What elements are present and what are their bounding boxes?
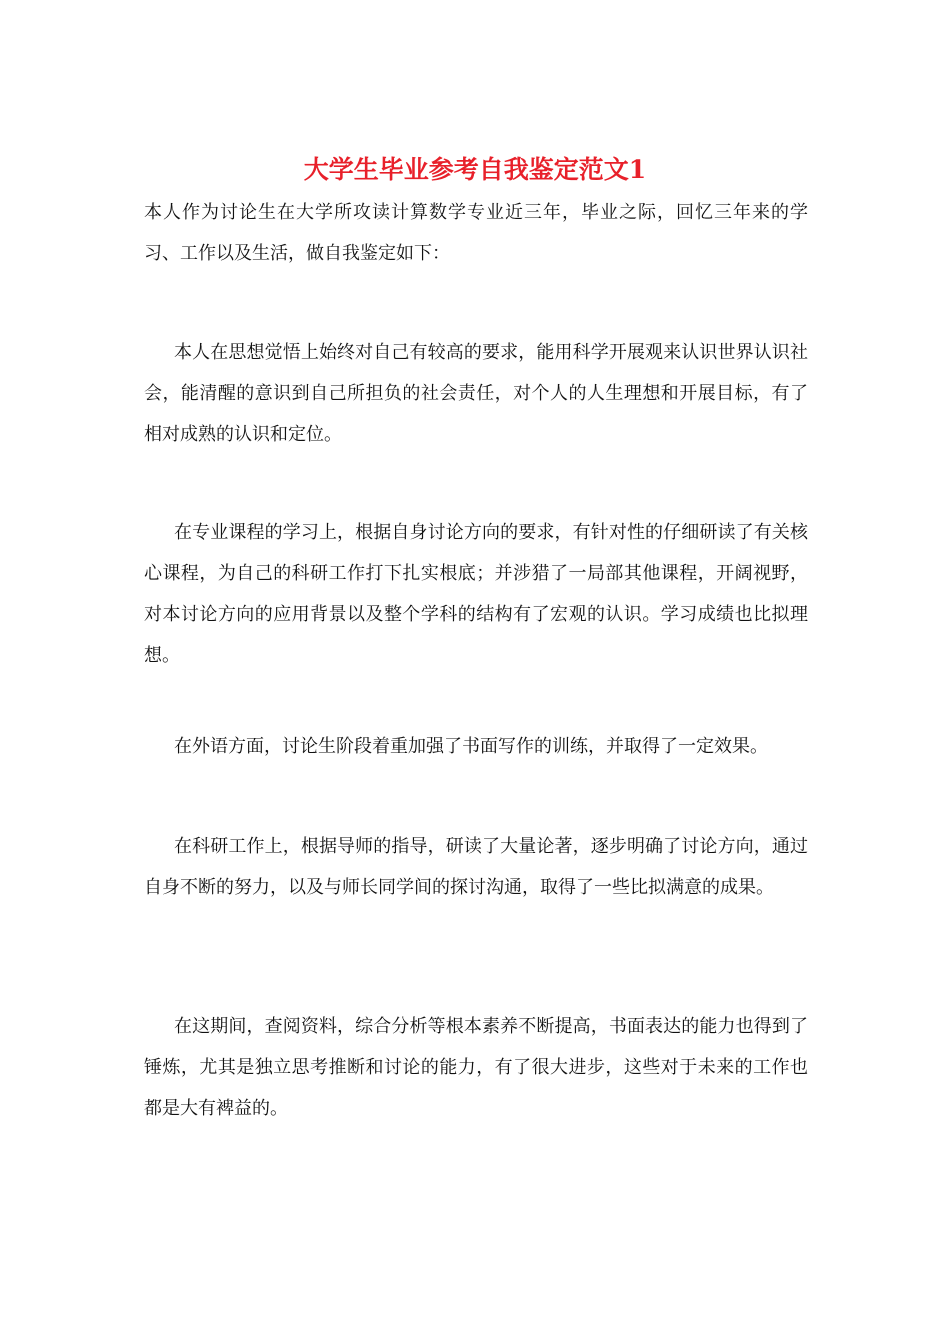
paragraph-intro: 本人作为讨论生在大学所攻读计算数学专业近三年，毕业之际，回忆三年来的学习、工作以及生活，做自我鉴定如下：: [144, 202, 808, 264]
paragraph-skills: 在这期间，查阅资料，综合分析等根本素养不断提高，书面表达的能力也得到了锤炼，尤其是独立思考推断和讨论的能力，有了很大进步，这些对于未来的工作也都是大有裨益的。: [144, 1016, 808, 1119]
document-title: 大学生毕业参考自我鉴定范文1: [303, 155, 647, 184]
paragraph-ideology: 本人在思想觉悟上始终对自己有较高的要求，能用科学开展观来认识世界认识社会，能清醒的意识到自己所担负的社会责任，对个人的人生理想和开展目标，有了相对成熟的认识和定位。: [144, 342, 808, 445]
paragraph-coursework: 在专业课程的学习上，根据自身讨论方向的要求，有针对性的仔细研读了有关核心课程，为自己的科研工作打下扎实根底；并涉猎了一局部其他课程，开阔视野，对本讨论方向的应用背景以及整个学科的结构有了宏观的认识。学习成绩也比拟理想。: [144, 522, 808, 666]
paragraph-research: 在科研工作上，根据导师的指导，研读了大量论著，逐步明确了讨论方向，通过自身不断的努力，以及与师长同学间的探讨沟通，取得了一些比拟满意的成果。: [144, 836, 808, 898]
paragraph-foreign-language: 在外语方面，讨论生阶段着重加强了书面写作的训练，并取得了一定效果。: [174, 736, 768, 757]
